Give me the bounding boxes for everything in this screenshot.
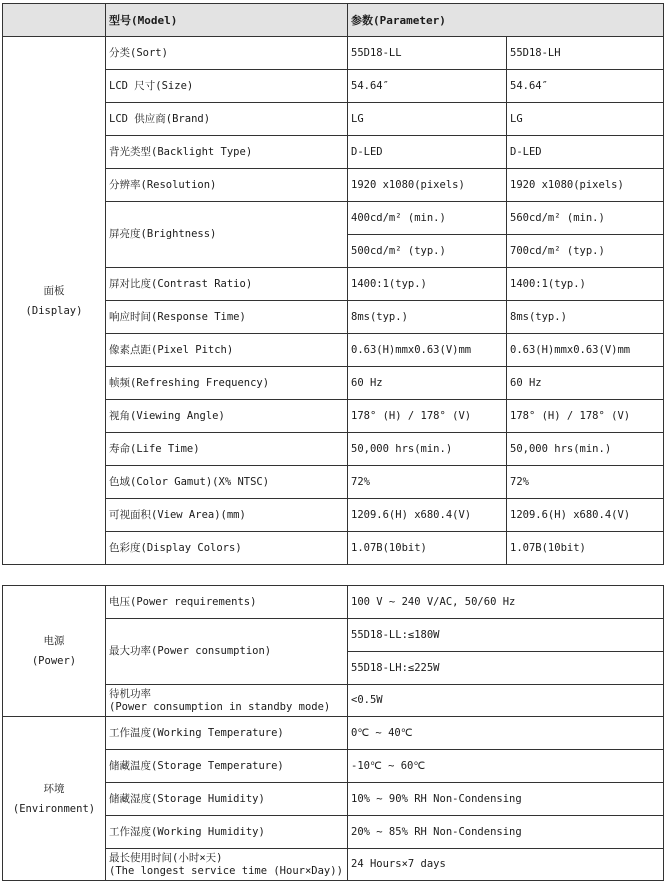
panel-group-label — [3, 37, 106, 565]
environment-group-label — [3, 717, 106, 881]
display-spec-table — [2, 3, 664, 565]
value-ll: 1920 x1080(pixels) — [348, 169, 507, 202]
value-lh: LG — [507, 103, 664, 136]
value-ll: 50,000 hrs(min.) — [348, 433, 507, 466]
row-value: 0℃ ~ 40℃ — [348, 717, 664, 750]
value-ll: 1209.6(H) x680.4(V) — [348, 499, 507, 532]
value-ll: 1.07B(10bit) — [348, 532, 507, 565]
row-label: 色彩度(Display Colors) — [106, 532, 348, 565]
value-ll: 178° (H) / 178° (V) — [348, 400, 507, 433]
row-label: 色域(Color Gamut)(X% NTSC) — [106, 466, 348, 499]
value-ll: 60 Hz — [348, 367, 507, 400]
value-ll: 500cd/m² (typ.) — [348, 235, 507, 268]
value-ll: 400cd/m² (min.) — [348, 202, 507, 235]
row-label: 分类(Sort) — [106, 37, 348, 70]
standby-label-zh: 待机功率 — [109, 687, 151, 700]
value-lh: 178° (H) / 178° (V) — [507, 400, 664, 433]
value-ll: 8ms(typ.) — [348, 301, 507, 334]
power-group-en: (Power) — [31, 655, 77, 667]
panel-group-zh: 面板 — [43, 284, 65, 297]
value-ll: 54.64″ — [348, 70, 507, 103]
row-label: 屏对比度(Contrast Ratio) — [106, 268, 348, 301]
value-ll: 72% — [348, 466, 507, 499]
value-ll: 55D18-LL — [348, 37, 507, 70]
row-label — [106, 685, 348, 717]
row-value: 20% ~ 85% RH Non-Condensing — [348, 816, 664, 849]
value-lh: 1.07B(10bit) — [507, 532, 664, 565]
row-label: LCD 尺寸(Size) — [106, 70, 348, 103]
row-value: 55D18-LH:≤225W — [348, 652, 664, 685]
value-lh: 54.64″ — [507, 70, 664, 103]
row-label: 工作湿度(Working Humidity) — [106, 816, 348, 849]
row-label: 帧频(Refreshing Frequency) — [106, 367, 348, 400]
value-lh: 55D18-LH — [507, 37, 664, 70]
row-label: 最大功率(Power consumption) — [106, 619, 348, 685]
environment-group-zh: 环境 — [43, 782, 65, 795]
value-lh: D-LED — [507, 136, 664, 169]
table-row — [3, 586, 664, 619]
value-lh: 50,000 hrs(min.) — [507, 433, 664, 466]
value-ll: 0.63(H)mmx0.63(V)mm — [348, 334, 507, 367]
row-label: 寿命(Life Time) — [106, 433, 348, 466]
row-label: 储藏温度(Storage Temperature) — [106, 750, 348, 783]
service-label-en: (The longest service time (Hour×Day)) — [109, 864, 343, 877]
row-label — [106, 849, 348, 881]
environment-group-en: (Environment) — [12, 802, 96, 815]
value-ll: LG — [348, 103, 507, 136]
row-value: -10℃ ~ 60℃ — [348, 750, 664, 783]
row-label: 像素点距(Pixel Pitch) — [106, 334, 348, 367]
value-ll: 1400:1(typ.) — [348, 268, 507, 301]
row-value: 24 Hours×7 days — [348, 849, 664, 881]
row-label: 视角(Viewing Angle) — [106, 400, 348, 433]
panel-group-en: (Display) — [25, 304, 83, 317]
row-label: 屏亮度(Brightness) — [106, 202, 348, 268]
row-value: 10% ~ 90% RH Non-Condensing — [348, 783, 664, 816]
value-lh: 72% — [507, 466, 664, 499]
value-lh: 1400:1(typ.) — [507, 268, 664, 301]
row-label: 工作温度(Working Temperature) — [106, 717, 348, 750]
service-label-zh: 最长使用时间(小时×天) — [109, 851, 223, 864]
row-label: 响应时间(Response Time) — [106, 301, 348, 334]
row-label: LCD 供应商(Brand) — [106, 103, 348, 136]
row-value: 100 V ~ 240 V/AC, 50/60 Hz — [348, 586, 664, 619]
value-lh: 0.63(H)mmx0.63(V)mm — [507, 334, 664, 367]
row-label: 可视面积(View Area)(mm) — [106, 499, 348, 532]
header-model: 型号(Model) — [106, 4, 348, 37]
power-group-label — [3, 586, 106, 717]
row-label: 分辨率(Resolution) — [106, 169, 348, 202]
value-lh: 1209.6(H) x680.4(V) — [507, 499, 664, 532]
value-lh: 560cd/m² (min.) — [507, 202, 664, 235]
table-row — [3, 37, 664, 70]
row-value: 55D18-LL:≤180W — [348, 619, 664, 652]
header-row — [3, 4, 664, 37]
value-ll: D-LED — [348, 136, 507, 169]
value-lh: 1920 x1080(pixels) — [507, 169, 664, 202]
value-lh: 700cd/m² (typ.) — [507, 235, 664, 268]
header-empty-cell — [3, 4, 106, 37]
header-parameter: 参数(Parameter) — [348, 4, 664, 37]
standby-label-en: (Power consumption in standby mode) — [109, 700, 331, 713]
row-label: 背光类型(Backlight Type) — [106, 136, 348, 169]
value-lh: 8ms(typ.) — [507, 301, 664, 334]
row-label: 电压(Power requirements) — [106, 586, 348, 619]
power-environment-table — [2, 585, 664, 881]
value-lh: 60 Hz — [507, 367, 664, 400]
power-group-zh: 电源 — [43, 635, 65, 647]
row-label: 储藏湿度(Storage Humidity) — [106, 783, 348, 816]
table-row — [3, 717, 664, 750]
row-value: <0.5W — [348, 685, 664, 717]
